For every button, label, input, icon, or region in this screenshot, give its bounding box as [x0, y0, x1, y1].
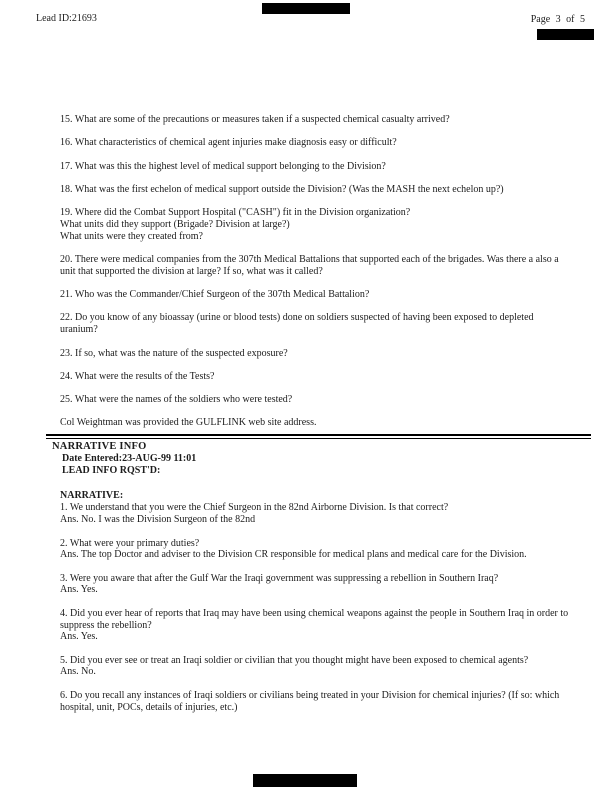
narrative-item-1: [60, 502, 573, 526]
narrative-question: 5. Did you ever see or treat an Iraqi soldier or civilian that you thought might have been exposed to chemical agents?: [60, 654, 529, 666]
question-18: 18. What was the first echelon of medical support outside the Division? (Was the MASH the next echelon up?): [60, 183, 504, 195]
narrative-item-4: [60, 608, 573, 643]
narrative-answer: Ans. No.: [60, 666, 96, 678]
narrative-answer: Ans. No. I was the Division Surgeon of the 82nd: [60, 514, 256, 526]
narrative-question: 3. Were you aware that after the Gulf War the Iraqi government was suppressing a rebellion in Southern Iraq?: [60, 572, 499, 584]
narrative-info-heading: NARRATIVE INFO: [52, 441, 147, 453]
question-line: What units were they created from?: [60, 230, 203, 242]
narrative-question: 2. What were your primary duties?: [60, 537, 200, 549]
lead-id-label: Lead ID:21693: [36, 13, 97, 24]
date-entered-value: 23-AUG-99 11:01: [122, 453, 197, 465]
redaction-bar-header-right: [537, 29, 594, 40]
page-number-label: Page 3 of 5: [530, 14, 585, 25]
question-25: 25. What were the names of the soldiers who were tested?: [60, 394, 293, 406]
date-entered-line: [62, 453, 573, 465]
narrative-answer: Ans. The top Doctor and adviser to the Division CR responsible for medical plans and medical care for the Division.: [60, 549, 527, 561]
narrative-item-5: [60, 655, 573, 679]
narrative-item-3: [60, 573, 573, 597]
section-divider: [46, 434, 591, 439]
narrative-question: 4. Did you ever hear of reports that Iraq may have been using chemical weapons against the people in Southern Iraq in order to suppress the rebellion?: [60, 607, 569, 631]
question-19: [60, 207, 573, 242]
closing-note: Col Weightman was provided the GULFLINK web site address.: [60, 417, 317, 429]
question-23: 23. If so, what was the nature of the suspected exposure?: [60, 347, 288, 359]
narrative-item-2: [60, 538, 573, 562]
narrative-question: 6. Do you recall any instances of Iraqi soldiers or civilians being treated in your Division for chemical injuries? (If so: which hospital, unit, POCs, details of injuries, etc.): [60, 689, 560, 713]
date-entered-label: Date Entered:: [62, 453, 123, 465]
question-17: 17. What was this the highest level of medical support belonging to the Division?: [60, 160, 386, 172]
question-15: 15. What are some of the precautions or measures taken if a suspected chemical casualty arrived?: [60, 114, 450, 125]
narrative-item-6: [60, 690, 573, 714]
narrative-question: 1. We understand that you were the Chief Surgeon in the 82nd Airborne Division. Is that correct?: [60, 502, 449, 514]
question-line: 19. Where did the Combat Support Hospital ("CASH") fit in the Division organization?: [60, 207, 411, 219]
narrative-answer: Ans. Yes.: [60, 584, 98, 596]
narrative-answer: Ans. Yes.: [60, 631, 98, 643]
redaction-bar-bottom: [253, 774, 357, 787]
question-line: What units did they support (Brigade? Division at large?): [60, 218, 290, 230]
narrative-heading: NARRATIVE:: [60, 489, 124, 501]
question-20: 20. There were medical companies from the 307th Medical Battalions that supported each of the brigades. Was there a also a unit that supported the division at large? If so, what was it called?: [60, 254, 559, 277]
question-22: 22. Do you know of any bioassay (urine or blood tests) done on soldiers suspected of having been exposed to depleted uranium?: [60, 312, 534, 336]
document-body: [52, 114, 573, 725]
lead-info-rqstd-label: LEAD INFO RQST'D:: [62, 464, 161, 476]
question-24: 24. What were the results of the Tests?: [60, 370, 215, 382]
question-16: 16. What characteristics of chemical agent injuries make diagnosis easy or difficult?: [60, 137, 397, 149]
redaction-bar-top: [262, 3, 350, 14]
question-21: 21. Who was the Commander/Chief Surgeon of the 307th Medical Battalion?: [60, 289, 370, 301]
